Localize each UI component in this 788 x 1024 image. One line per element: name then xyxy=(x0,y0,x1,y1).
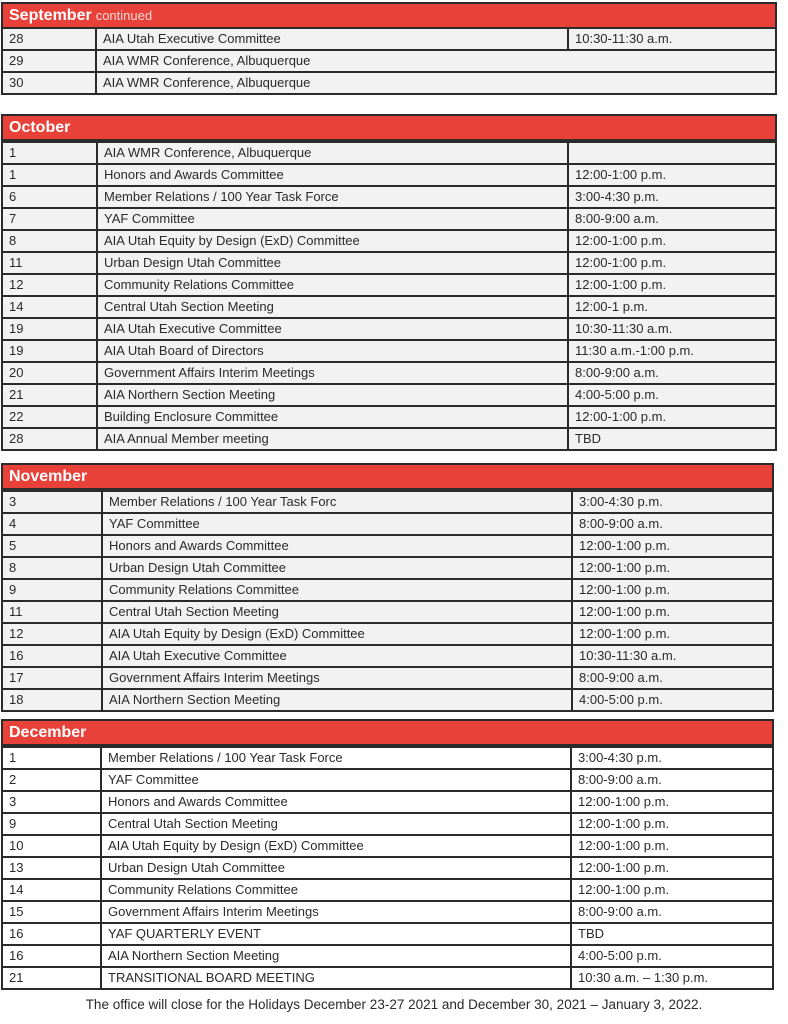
event-row xyxy=(3,50,775,72)
event-name: AIA Utah Equity by Design (ExD) Committee xyxy=(102,623,572,645)
event-day: 8 xyxy=(3,557,102,579)
month-table-november xyxy=(1,463,774,712)
event-time: 10:30 a.m. – 1:30 p.m. xyxy=(571,967,772,988)
month-table-september xyxy=(1,2,777,95)
event-name: Honors and Awards Committee xyxy=(97,164,568,186)
month-name: December xyxy=(9,724,87,741)
event-day: 7 xyxy=(3,208,97,230)
event-row xyxy=(3,252,775,274)
event-row xyxy=(3,164,775,186)
event-time: 12:00-1:00 p.m. xyxy=(568,274,775,296)
event-time: 3:00-4:30 p.m. xyxy=(568,186,775,208)
event-table xyxy=(3,746,772,988)
event-name: Urban Design Utah Committee xyxy=(97,252,568,274)
event-name: Honors and Awards Committee xyxy=(102,535,572,557)
event-row xyxy=(3,857,772,879)
event-day: 29 xyxy=(3,50,96,72)
event-day: 12 xyxy=(3,274,97,296)
event-day: 19 xyxy=(3,318,97,340)
event-time: 12:00-1:00 p.m. xyxy=(572,579,772,601)
event-row xyxy=(3,689,772,710)
event-time xyxy=(568,142,775,164)
event-row xyxy=(3,769,772,791)
event-name: YAF QUARTERLY EVENT xyxy=(101,923,571,945)
month-suffix: continued xyxy=(95,8,153,23)
event-name: Urban Design Utah Committee xyxy=(101,857,571,879)
event-time: 12:00-1:00 p.m. xyxy=(572,623,772,645)
event-row xyxy=(3,645,772,667)
event-time: TBD xyxy=(571,923,772,945)
event-table xyxy=(3,141,775,449)
event-row xyxy=(3,923,772,945)
event-day: 1 xyxy=(3,747,101,769)
event-day: 11 xyxy=(3,252,97,274)
event-time: 12:00-1:00 p.m. xyxy=(572,557,772,579)
event-day: 21 xyxy=(3,967,101,988)
event-time: 4:00-5:00 p.m. xyxy=(568,384,775,406)
event-row xyxy=(3,667,772,689)
event-time: TBD xyxy=(568,428,775,449)
event-row xyxy=(3,406,775,428)
event-name: AIA WMR Conference, Albuquerque xyxy=(96,72,775,93)
event-row xyxy=(3,945,772,967)
event-row xyxy=(3,557,772,579)
event-time: 3:00-4:30 p.m. xyxy=(571,747,772,769)
event-day: 28 xyxy=(3,29,96,50)
event-row xyxy=(3,274,775,296)
event-name: Building Enclosure Committee xyxy=(97,406,568,428)
event-day: 8 xyxy=(3,230,97,252)
event-name: Central Utah Section Meeting xyxy=(101,813,571,835)
event-table xyxy=(3,29,775,93)
event-day: 14 xyxy=(3,879,101,901)
month-name: September xyxy=(9,7,92,24)
event-row xyxy=(3,879,772,901)
event-day: 14 xyxy=(3,296,97,318)
month-header xyxy=(3,721,772,746)
month-header xyxy=(3,116,775,141)
event-row xyxy=(3,513,772,535)
event-time: 12:00-1 p.m. xyxy=(568,296,775,318)
event-name: Central Utah Section Meeting xyxy=(97,296,568,318)
event-day: 22 xyxy=(3,406,97,428)
event-name: Community Relations Committee xyxy=(97,274,568,296)
event-row xyxy=(3,813,772,835)
event-row xyxy=(3,318,775,340)
event-name: AIA Utah Board of Directors xyxy=(97,340,568,362)
event-time: 12:00-1:00 p.m. xyxy=(571,857,772,879)
event-day: 9 xyxy=(3,813,101,835)
month-table-december xyxy=(1,719,774,990)
event-name: AIA WMR Conference, Albuquerque xyxy=(97,142,568,164)
event-time: 8:00-9:00 a.m. xyxy=(571,901,772,923)
event-table xyxy=(3,490,772,710)
event-row xyxy=(3,601,772,623)
event-time: 12:00-1:00 p.m. xyxy=(571,791,772,813)
event-time: 12:00-1:00 p.m. xyxy=(572,601,772,623)
event-time: 12:00-1:00 p.m. xyxy=(568,252,775,274)
event-row xyxy=(3,230,775,252)
event-row xyxy=(3,535,772,557)
event-name: AIA Annual Member meeting xyxy=(97,428,568,449)
event-time: 8:00-9:00 a.m. xyxy=(572,667,772,689)
event-day: 19 xyxy=(3,340,97,362)
event-time: 3:00-4:30 p.m. xyxy=(572,491,772,513)
event-row xyxy=(3,967,772,988)
event-day: 12 xyxy=(3,623,102,645)
event-day: 11 xyxy=(3,601,102,623)
event-row xyxy=(3,491,772,513)
event-time: 4:00-5:00 p.m. xyxy=(571,945,772,967)
event-time: 12:00-1:00 p.m. xyxy=(568,406,775,428)
event-name: Member Relations / 100 Year Task Force xyxy=(97,186,568,208)
event-row xyxy=(3,208,775,230)
event-time: 12:00-1:00 p.m. xyxy=(571,879,772,901)
event-day: 30 xyxy=(3,72,96,93)
event-row xyxy=(3,747,772,769)
event-name: Honors and Awards Committee xyxy=(101,791,571,813)
event-day: 15 xyxy=(3,901,101,923)
event-time: 4:00-5:00 p.m. xyxy=(572,689,772,710)
event-day: 16 xyxy=(3,923,101,945)
event-time: 8:00-9:00 a.m. xyxy=(568,362,775,384)
event-name: Government Affairs Interim Meetings xyxy=(102,667,572,689)
event-day: 1 xyxy=(3,142,97,164)
event-day: 10 xyxy=(3,835,101,857)
event-day: 3 xyxy=(3,491,102,513)
event-day: 4 xyxy=(3,513,102,535)
event-name: AIA Northern Section Meeting xyxy=(97,384,568,406)
event-day: 17 xyxy=(3,667,102,689)
event-day: 3 xyxy=(3,791,101,813)
event-name: Member Relations / 100 Year Task Forc xyxy=(102,491,572,513)
event-name: AIA Northern Section Meeting xyxy=(101,945,571,967)
event-time: 8:00-9:00 a.m. xyxy=(572,513,772,535)
event-name: AIA Utah Executive Committee xyxy=(102,645,572,667)
event-name: YAF Committee xyxy=(101,769,571,791)
event-name: Urban Design Utah Committee xyxy=(102,557,572,579)
month-table-october xyxy=(1,114,777,451)
event-name: TRANSITIONAL BOARD MEETING xyxy=(101,967,571,988)
event-time: 8:00-9:00 a.m. xyxy=(571,769,772,791)
event-row xyxy=(3,72,775,93)
event-day: 5 xyxy=(3,535,102,557)
event-row xyxy=(3,428,775,449)
event-time: 8:00-9:00 a.m. xyxy=(568,208,775,230)
month-name: November xyxy=(9,468,88,485)
event-day: 18 xyxy=(3,689,102,710)
event-row xyxy=(3,623,772,645)
event-day: 28 xyxy=(3,428,97,449)
event-name: Government Affairs Interim Meetings xyxy=(101,901,571,923)
event-name: AIA Utah Equity by Design (ExD) Committee xyxy=(97,230,568,252)
month-name: October xyxy=(9,119,71,136)
event-time: 10:30-11:30 a.m. xyxy=(572,645,772,667)
event-time: 10:30-11:30 a.m. xyxy=(568,318,775,340)
event-day: 9 xyxy=(3,579,102,601)
month-header xyxy=(3,465,772,490)
month-header xyxy=(3,4,775,29)
event-row xyxy=(3,186,775,208)
event-row xyxy=(3,296,775,318)
event-day: 16 xyxy=(3,645,102,667)
event-time: 12:00-1:00 p.m. xyxy=(572,535,772,557)
event-day: 20 xyxy=(3,362,97,384)
event-name: AIA Utah Executive Committee xyxy=(97,318,568,340)
event-day: 6 xyxy=(3,186,97,208)
event-day: 21 xyxy=(3,384,97,406)
event-time: 12:00-1:00 p.m. xyxy=(568,164,775,186)
event-name: Member Relations / 100 Year Task Force xyxy=(101,747,571,769)
event-row xyxy=(3,835,772,857)
event-day: 2 xyxy=(3,769,101,791)
event-row xyxy=(3,362,775,384)
event-name: AIA Utah Equity by Design (ExD) Committee xyxy=(101,835,571,857)
event-name: AIA Northern Section Meeting xyxy=(102,689,572,710)
event-time: 11:30 a.m.-1:00 p.m. xyxy=(568,340,775,362)
event-name: AIA WMR Conference, Albuquerque xyxy=(96,50,775,72)
event-time: 12:00-1:00 p.m. xyxy=(571,813,772,835)
event-row xyxy=(3,29,775,50)
event-row xyxy=(3,791,772,813)
event-name: Central Utah Section Meeting xyxy=(102,601,572,623)
event-row xyxy=(3,579,772,601)
event-name: Community Relations Committee xyxy=(102,579,572,601)
event-name: Government Affairs Interim Meetings xyxy=(97,362,568,384)
event-row xyxy=(3,384,775,406)
event-name: Community Relations Committee xyxy=(101,879,571,901)
event-row xyxy=(3,901,772,923)
event-time: 12:00-1:00 p.m. xyxy=(568,230,775,252)
event-row xyxy=(3,142,775,164)
event-row xyxy=(3,340,775,362)
event-name: YAF Committee xyxy=(102,513,572,535)
event-name: AIA Utah Executive Committee xyxy=(96,29,568,50)
event-day: 1 xyxy=(3,164,97,186)
event-day: 16 xyxy=(3,945,101,967)
event-time: 10:30-11:30 a.m. xyxy=(568,29,775,50)
event-day: 13 xyxy=(3,857,101,879)
holiday-closure-note: The office will close for the Holidays December 23-27 2021 and December 30, 2021 – January 3, 2022. xyxy=(85,997,703,1012)
event-time: 12:00-1:00 p.m. xyxy=(571,835,772,857)
event-name: YAF Committee xyxy=(97,208,568,230)
